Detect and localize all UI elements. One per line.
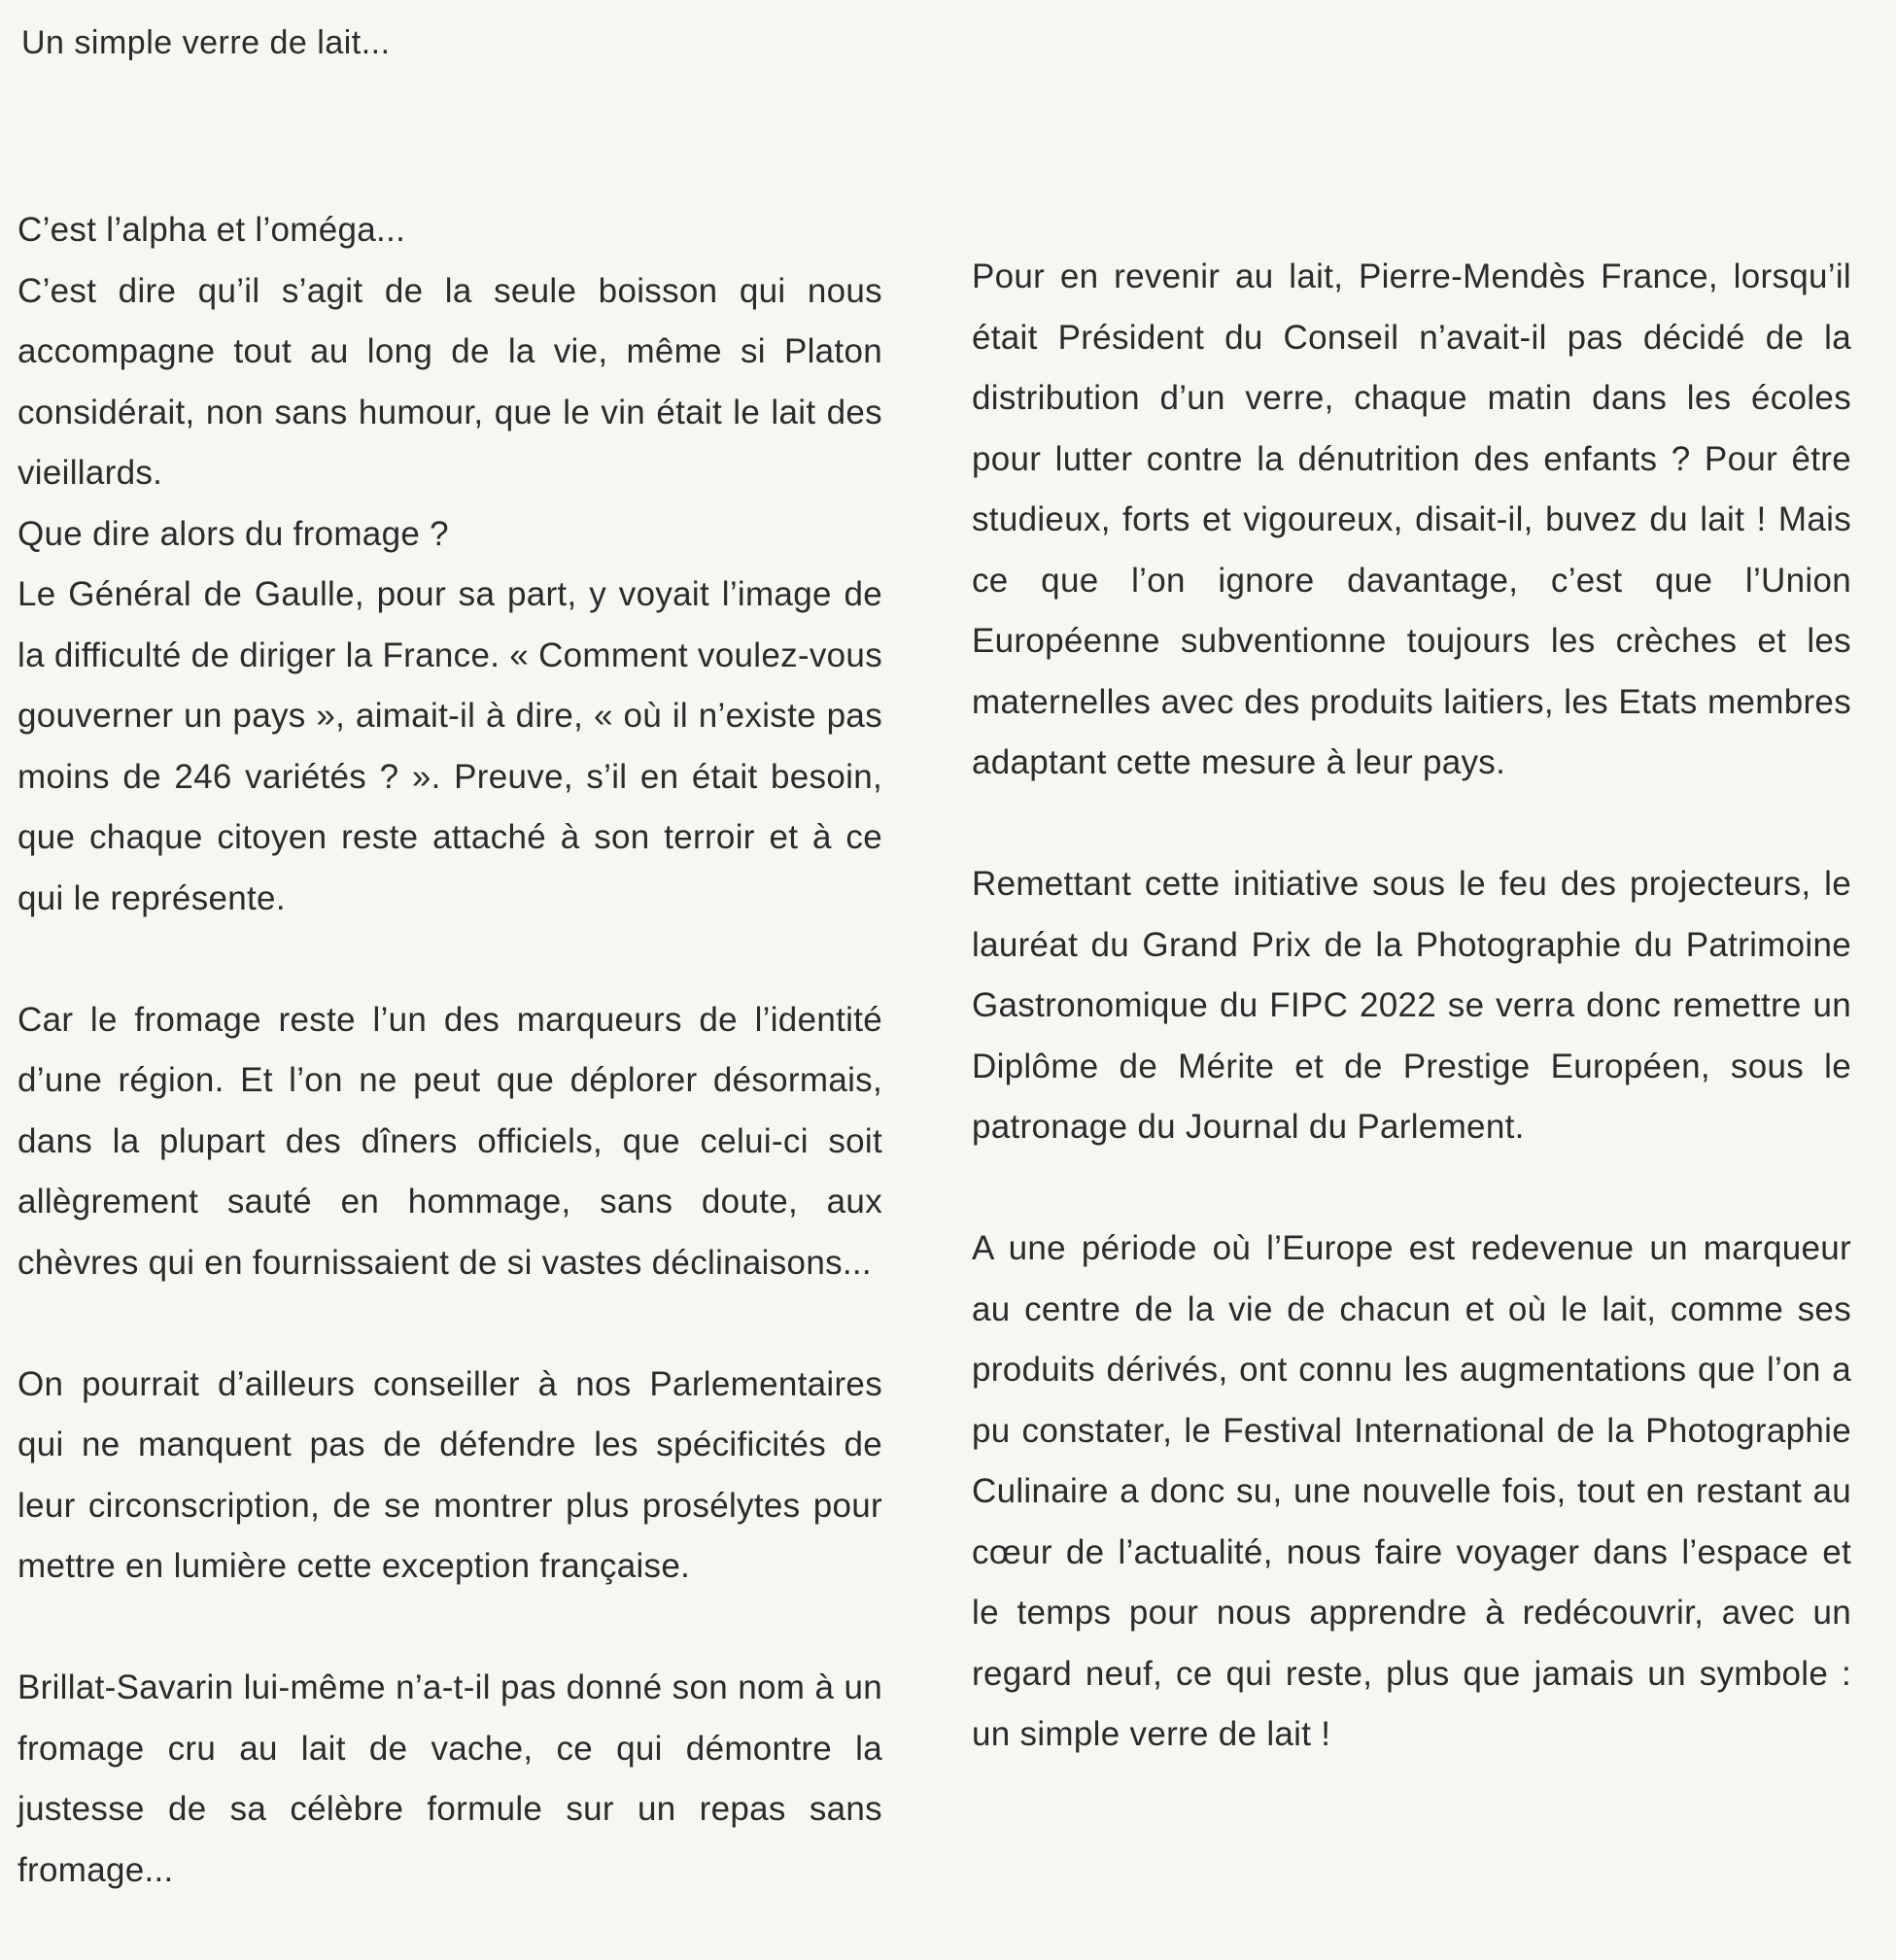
- paragraph-spacer: [972, 1158, 1851, 1220]
- left-paragraph-7: Brillat-Savarin lui-même n’a-t-il pas donné son nom à un fromage cru au lait de vache, ce qui démontre la justesse de sa célèbre formule sur un repas sans fromage...: [17, 1668, 882, 1889]
- page-title: Un simple verre de lait...: [21, 24, 391, 61]
- left-column: [17, 200, 882, 1901]
- right-paragraph-3: A une période où l’Europe est redevenue un marqueur au centre de la vie de chacun et où le lait, comme ses produits dérivés, ont connu les augmentations que l’on a pu constater, le Festival International de la Photographie Culinaire a donc su, une nouvelle fois, tout en restant au cœur de l’actualité, nous faire voyager dans l’espace et le temps pour nous apprendre à redécouvrir, avec un regard neuf, ce qui reste, plus que jamais un symbole : un simple verre de lait !: [972, 1229, 1851, 1753]
- left-paragraph-6: On pourrait d’ailleurs conseiller à nos Parlementaires qui ne manquent pas de défendre les spécificités de leur circonscription, de se montrer plus prosélytes pour mettre en lumière cette exception française.: [17, 1364, 882, 1585]
- left-paragraph-2: C’est dire qu’il s’agit de la seule boisson qui nous accompagne tout au long de la vie, même si Platon considérait, non sans humour, que le vin était le lait des vieillards.: [17, 271, 882, 492]
- left-paragraph-1: C’est l’alpha et l’oméga...: [17, 211, 406, 249]
- left-paragraph-3: Que dire alors du fromage ?: [17, 514, 449, 553]
- paragraph-spacer: [17, 1598, 882, 1659]
- paragraph-spacer: [17, 1293, 882, 1355]
- right-paragraph-1: Pour en revenir au lait, Pierre-Mendès France, lorsqu’il était Président du Conseil n’avait-il pas décidé de la distribution d’un verre, chaque matin dans les écoles pour lutter contre la dénutrition des enfants ? Pour être studieux, forts et vigoureux, disait-il, buvez du lait ! Mais ce que l’on ignore davantage, c’est que l’Union Européenne subventionne toujours les crèches et les maternelles avec des produits laitiers, les Etats membres adaptant cette mesure à leur pays.: [972, 258, 1851, 781]
- left-paragraph-5: Car le fromage reste l’un des marqueurs de l’identité d’une région. Et l’on ne peut que déplorer désormais, dans la plupart des dîners officiels, que celui-ci soit allègrement sauté en hommage, sans doute, aux chèvres qui en fournissaient de si vastes déclinaisons...: [17, 1000, 882, 1282]
- right-paragraph-2: Remettant cette initiative sous le feu des projecteurs, le lauréat du Grand Prix de la Photographie du Patrimoine Gastronomique du FIPC 2022 se verra donc remettre un Diplôme de Mérite et de Prestige Européen, sous le patronage du Journal du Parlement.: [972, 865, 1851, 1146]
- left-paragraph-4: Le Général de Gaulle, pour sa part, y voyait l’image de la difficulté de diriger la France. « Comment voulez-vous gouverner un pays », aimait-il à dire, « où il n’existe pas moins de 246 variétés ? ». Preuve, s’il en était besoin, que chaque citoyen reste attaché à son terroir et à ce qui le représente.: [17, 575, 882, 917]
- paragraph-spacer: [17, 929, 882, 990]
- right-column: [972, 247, 1851, 1766]
- paragraph-spacer: [972, 794, 1851, 855]
